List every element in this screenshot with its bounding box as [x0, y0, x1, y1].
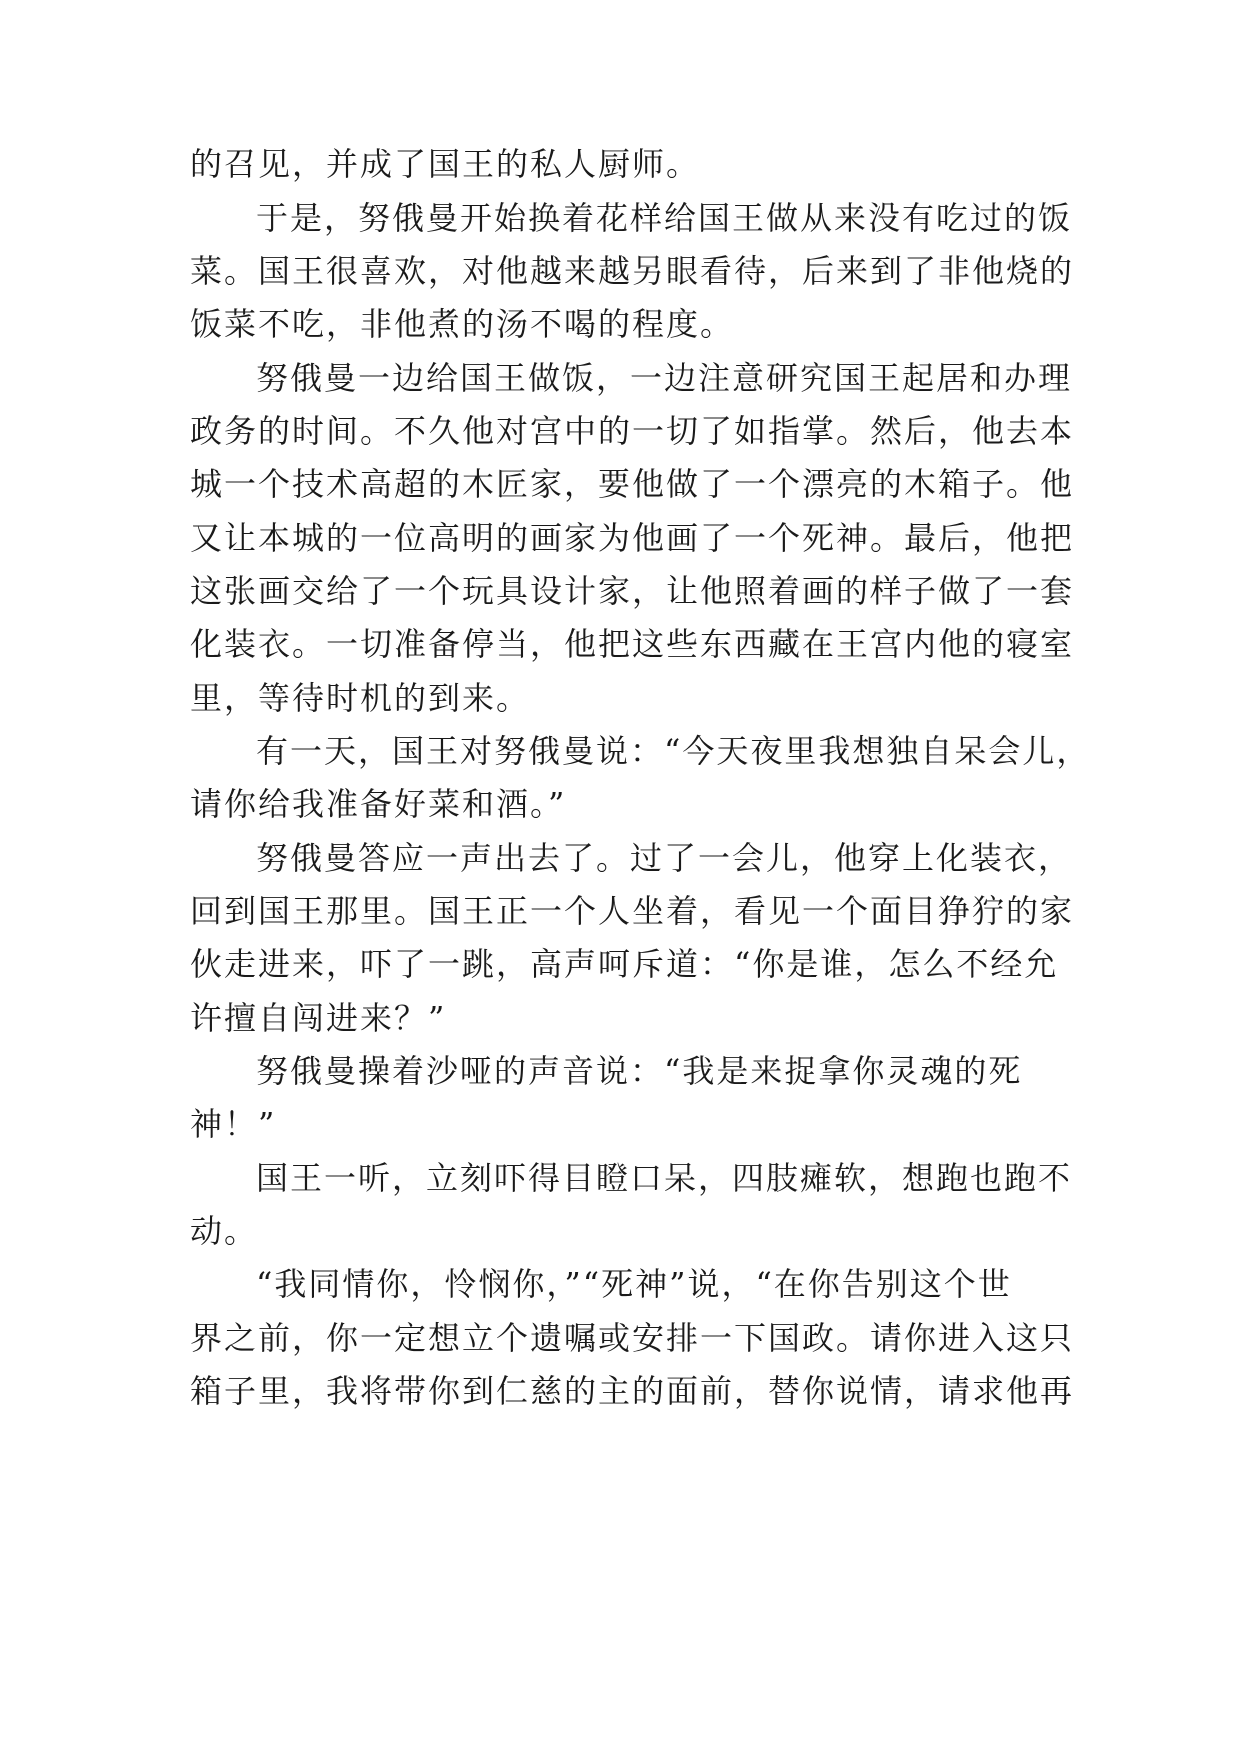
text-line: 许擅自闯进来？” [190, 999, 447, 1037]
paragraph-start-line: 努俄曼答应一声出去了。过了一会儿，他穿上化装衣， [256, 839, 1073, 877]
text-line: 菜。国王很喜欢，对他越来越另眼看待，后来到了非他烧的 [190, 252, 1075, 290]
text-line: 界之前，你一定想立个遗嘱或安排一下国政。请你进入这只 [190, 1319, 1075, 1357]
text-line: 的召见，并成了国王的私人厨师。 [190, 145, 701, 183]
paragraph-start-line: 国王一听，立刻吓得目瞪口呆，四肢瘫软，想跑也跑不 [256, 1159, 1073, 1197]
text-line: 化装衣。一切准备停当，他把这些东西藏在王宫内他的寝室 [190, 625, 1075, 663]
text-line: 请你给我准备好菜和酒。” [190, 785, 567, 823]
text-line: 饭菜不吃，非他煮的汤不喝的程度。 [190, 305, 735, 343]
text-line: 回到国王那里。国王正一个人坐着，看见一个面目狰狞的家 [190, 892, 1075, 930]
text-line: 又让本城的一位高明的画家为他画了一个死神。最后，他把 [190, 519, 1075, 557]
paragraph-start-line: 于是，努俄曼开始换着花样给国王做从来没有吃过的饭 [256, 199, 1073, 237]
text-line: 伙走进来，吓了一跳，高声呵斥道：“你是谁，怎么不经允 [190, 945, 1059, 983]
paragraph-start-line: “我同情你，怜悯你，”“死神”说，“在你告别这个世 [256, 1265, 1012, 1303]
text-line: 神！” [190, 1105, 277, 1143]
paragraph-start-line: 努俄曼操着沙哑的声音说：“我是来捉拿你灵魂的死 [256, 1052, 1023, 1090]
text-line: 这张画交给了一个玩具设计家，让他照着画的样子做了一套 [190, 572, 1075, 610]
text-line: 动。 [190, 1212, 259, 1250]
text-line: 里，等待时机的到来。 [190, 679, 531, 717]
text-line: 政务的时间。不久他对宫中的一切了如指掌。然后，他去本 [190, 412, 1075, 450]
paragraph-start-line: 有一天，国王对努俄曼说：“今天夜里我想独自呆会儿， [256, 732, 1091, 770]
text-line: 城一个技术高超的木匠家，要他做了一个漂亮的木箱子。他 [190, 465, 1075, 503]
paragraph-start-line: 努俄曼一边给国王做饭，一边注意研究国王起居和办理 [256, 359, 1073, 397]
text-line: 箱子里，我将带你到仁慈的主的面前，替你说情，请求他再 [190, 1372, 1075, 1410]
